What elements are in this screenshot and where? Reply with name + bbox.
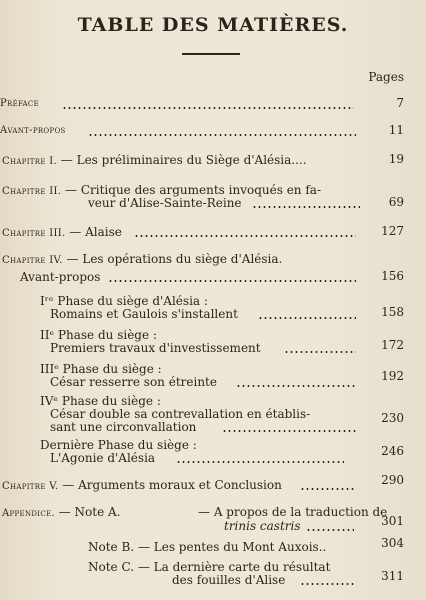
note-b-entry [88,540,326,554]
phase-4-line2: César double sa contrevallation en établis- [50,407,311,421]
chapter-3-entry [2,225,122,241]
pages-column-header: Pages [368,70,404,84]
avant-propos-label: Avant-propos [0,125,66,136]
preface-page: 7 [396,96,404,110]
phase-2-page: 172 [381,338,404,352]
chapter-4-title: — Les opérations du siège d'Alésia. [66,252,283,266]
note-b-page: 304 [381,536,404,550]
leader-dots [300,488,354,490]
chapter-5-title: — Arguments moraux et Conclusion [62,478,282,492]
note-c-entry [88,560,330,574]
note-a-label: — Note A. [58,505,121,519]
phase-3-line1: IIIᵉ Phase du siège : [40,362,162,376]
phase-1-line2: Romains et Gaulois s'installent [50,307,238,321]
chapter-2-page: 69 [388,195,404,209]
appendix-entry [2,505,121,521]
phase-2-line2: Premiers travaux d'investissement [50,341,261,355]
note-a-title-line1: — A propos de la traduction de [198,505,388,519]
leader-dots [108,280,356,282]
leader-dots [62,107,354,109]
leader-dots [236,385,356,387]
phase-4-line1: IVᵉ Phase du siège : [40,394,161,408]
phase-last-page: 246 [381,444,404,458]
chapter-1-title: — Les préliminaires du Siège d'Alésia.... [60,153,307,167]
phase-last-line1: Dernière Phase du siège : [40,438,197,452]
chapter-1-entry [2,153,307,169]
phase-3-page: 192 [381,369,404,383]
chapter-4-label: Chapitre IV. [2,255,63,266]
note-b-label: Note B. [88,540,135,554]
note-a-page: 301 [381,514,404,528]
chapter-2-title-line2: veur d'Alise-Sainte-Reine [88,196,242,210]
chapter-3-label: Chapitre III. [2,228,66,239]
leader-dots [306,529,354,531]
phase-1-page: 158 [381,305,404,319]
page-title: TABLE DES MATIÈRES. [77,14,349,36]
chapter-2-label: Chapitre II. [2,186,62,197]
note-a-title-line2: trinis castris [224,519,301,533]
chapter-5-label: Chapitre V. [2,481,59,492]
phase-last-line2: L'Agonie d'Alésia [50,451,156,465]
phase-2-line1: IIᵉ Phase du siège : [40,328,157,342]
phase-4-page: 230 [381,411,404,425]
chapter-1-page: 19 [388,152,404,166]
chapter-1-label: Chapitre I. [2,156,57,167]
title-rule [182,53,240,55]
chapter-4-avant-propos: Avant-propos [20,270,101,284]
preface-label: Préface [0,98,39,109]
phase-4-line3: sant une circonvallation [50,420,197,434]
note-b-title: — Les pentes du Mont Auxois.. [137,540,327,554]
chapter-5-page: 290 [381,473,404,487]
note-c-page: 311 [381,569,404,583]
leader-dots [258,317,356,319]
chapter-2-title-line1: — Critique des arguments invoqués en fa- [65,183,321,197]
leader-dots [88,134,356,136]
chapter-3-title: — Alaise [69,225,122,239]
avant-propos-page: 11 [388,123,404,137]
phase-3-line2: César resserre son étreinte [50,375,217,389]
leader-dots [134,235,356,237]
leader-dots [300,583,354,585]
leader-dots [176,461,344,463]
leader-dots [222,430,356,432]
note-c-label: Note C. [88,560,135,574]
phase-1-line1: Iʳᵉ Phase du siège d'Alésia : [40,294,208,308]
chapter-4-avant-propos-page: 156 [381,269,404,283]
chapter-3-page: 127 [381,224,404,238]
note-c-title-line2: des fouilles d'Alise [172,573,286,587]
chapter-5-entry [2,478,282,494]
leader-dots [252,206,360,208]
note-c-title-line1: — La dernière carte du résultat [137,560,331,574]
chapter-4-entry [2,252,282,268]
appendix-label: Appendice. [2,508,55,519]
leader-dots [284,351,356,353]
